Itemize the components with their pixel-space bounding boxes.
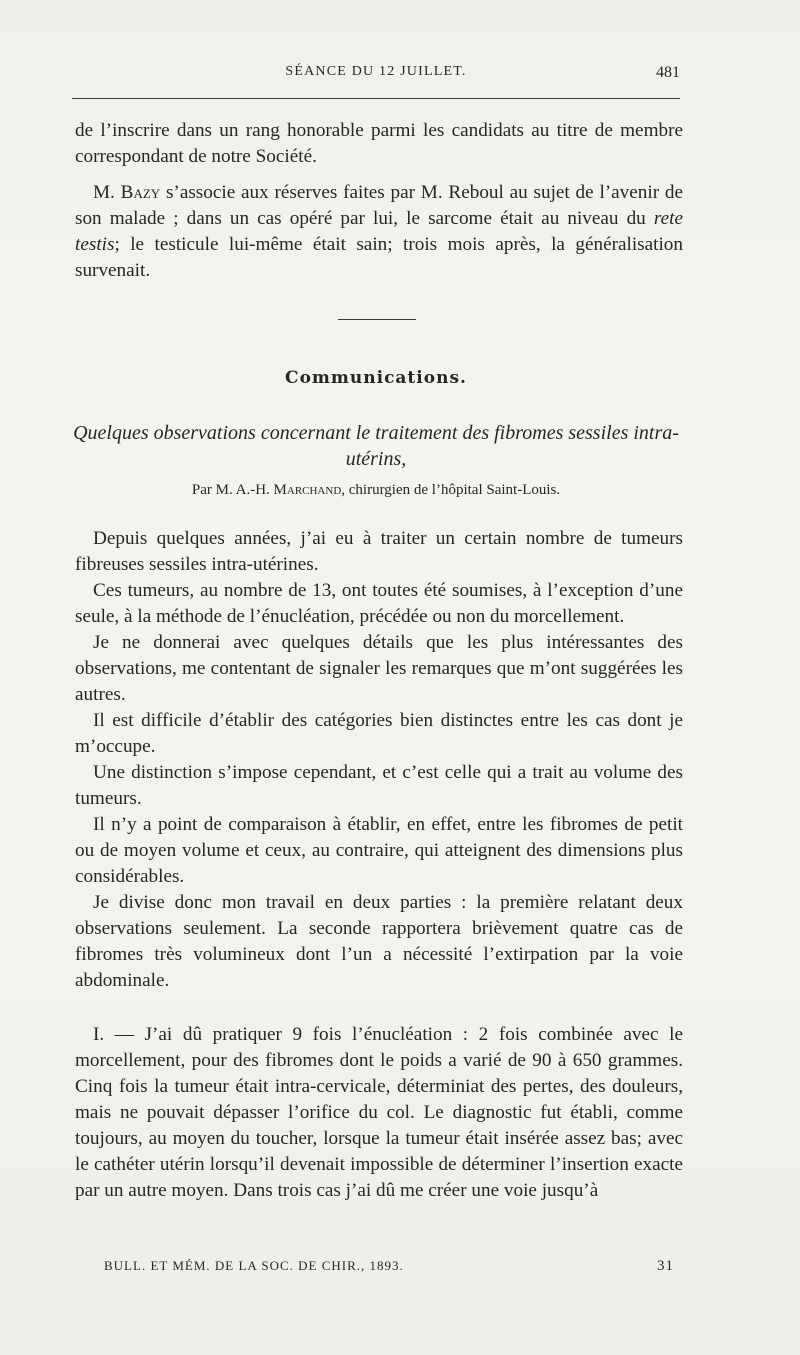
paragraph-continuation: de l’inscrire dans un rang honorable parmi les candidats au titre de membre correspondant de notre Société.	[75, 120, 683, 167]
p2-italic: rete testis	[75, 208, 683, 255]
section-title: Communications.	[285, 368, 467, 388]
speaker-name: Bazy	[120, 182, 161, 203]
p2-start: M.	[93, 182, 121, 203]
byline	[72, 482, 680, 499]
page-number: 481	[656, 64, 680, 81]
body-paragraph: Ces tumeurs, au nombre de 13, ont toutes été soumises, à l’exception d’une seule, à la méthode de l’énucléation, précédée ou non du morcellement.	[75, 580, 683, 627]
footer	[104, 1258, 680, 1280]
body-paragraph: Je ne donnerai avec quelques détails que les plus intéressantes des observations, me contentant de signaler les remarques que m’ont suggérées les autres.	[75, 632, 683, 705]
byline-suffix: , chirurgien de l’hôpital Saint-Louis.	[341, 482, 561, 498]
article-body	[75, 526, 683, 994]
running-head	[72, 64, 680, 88]
header-rule	[72, 98, 680, 99]
section-one-paragraph: I. — J’ai dû pratiquer 9 fois l’énucléation : 2 fois combinée avec le morcellement, pour des fibromes dont le poids a varié de 90 à 650 grammes. Cinq fois la tumeur était intra-cervicale, déterminiat des pertes, des douleurs, mais ne pouvait dépasser l’orifice du col. Le diagnostic fut établi, comme toujours, au moyen du toucher, lorsque la tumeur était insérée assez bas; avec le cathéter utérin lorsqu’il devenait impossible de déterminer l’insertion exacte par un autre moyen. Dans trois cas j’ai dû me créer une voie jusqu’à	[75, 1024, 683, 1201]
signature-number: 31	[657, 1258, 674, 1274]
journal-reference: BULL. ET MÉM. DE LA SOC. DE CHIR., 1893.	[104, 1258, 404, 1273]
body-paragraph: Une distinction s’impose cependant, et c’est celle qui a trait au volume des tumeurs.	[75, 762, 683, 809]
running-title: SÉANCE DU 12 JUILLET.	[285, 64, 467, 79]
p2-end: ; le testicule lui-même était sain; trois mois après, la généralisation survenait.	[75, 234, 683, 281]
body-paragraph: Je divise donc mon travail en deux parties : la première relatant deux observations seulement. La seconde rapportera brièvement quatre cas de fibromes très volumineux dont l’un a nécessité l’extirpation par la voie abdominale.	[75, 892, 683, 991]
p2-rest: s’associe aux réserves faites par M. Reboul au sujet de l’avenir de son malade ; dans un cas opéré par lui, le sarcome était au niveau du	[75, 182, 684, 229]
article-title: Quelques observations concernant le traitement des fibromes sessiles intra-utérins,	[73, 422, 679, 470]
byline-prefix: Par M. A.-H.	[191, 482, 274, 498]
separator-rule	[338, 319, 416, 320]
body-paragraph: Depuis quelques années, j’ai eu à traiter un certain nombre de tumeurs fibreuses sessiles intra-utérines.	[75, 528, 683, 575]
body-paragraph: Il n’y a point de comparaison à établir, en effet, entre les fibromes de petit ou de moyen volume et ceux, au contraire, qui atteignent des dimensions plus considérables.	[75, 814, 683, 887]
body-paragraph: Il est difficile d’établir des catégories bien distinctes entre les cas dont je m’occupe.	[75, 710, 683, 757]
paragraph-bazy	[75, 180, 683, 284]
author-name: Marchand	[273, 482, 342, 498]
